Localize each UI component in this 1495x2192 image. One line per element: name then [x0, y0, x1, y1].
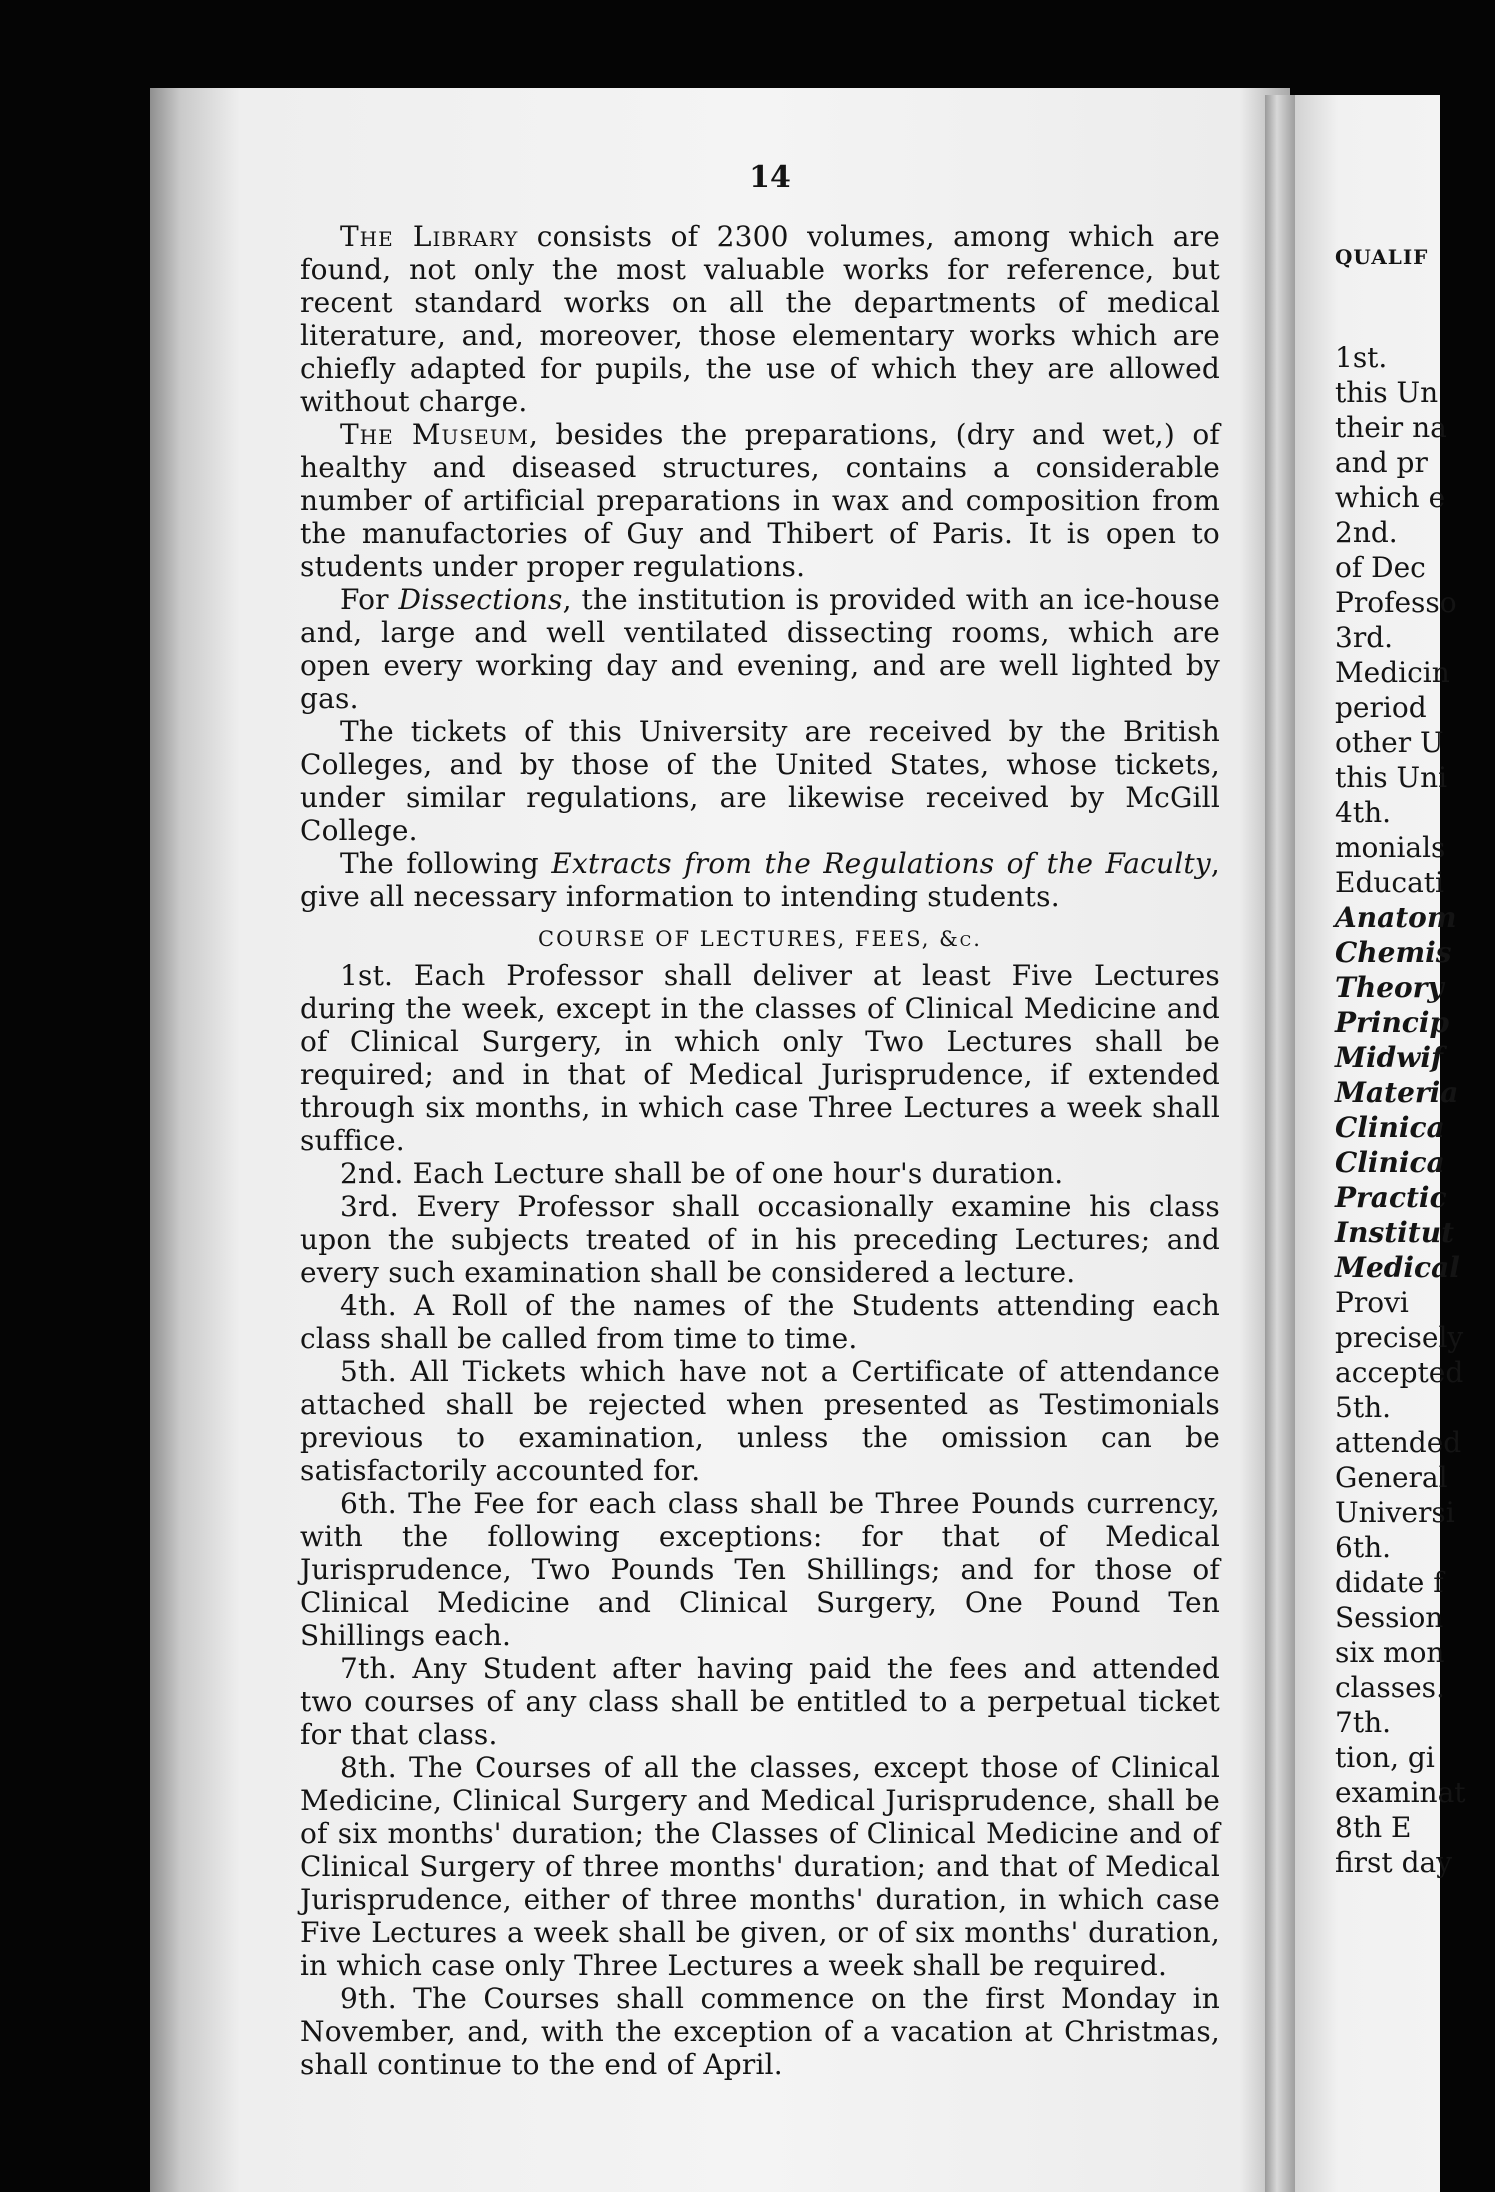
facing-page-line: Session: [1335, 1601, 1444, 1634]
facing-page-line: classes.: [1335, 1671, 1445, 1704]
paragraph-extracts: [300, 847, 1220, 913]
facing-page-line: 1st.: [1335, 341, 1388, 374]
facing-page-line: this Uni: [1335, 761, 1448, 794]
facing-page-line: of Dec: [1335, 551, 1426, 584]
tickets-text: The tickets of this University are received by the British Colleges, and by those of the United States, whose tickets, under similar regulations, are likewise received by McGill College.: [300, 715, 1220, 847]
facing-page-line: six mon: [1335, 1636, 1445, 1669]
rule-item: 2nd. Each Lecture shall be of one hour's duration.: [340, 1157, 1064, 1190]
facing-page: [1295, 95, 1466, 2192]
facing-page-line: Midwif: [1335, 1041, 1443, 1074]
facing-page-line: 8th E: [1335, 1811, 1412, 1844]
facing-page-line: Educati: [1335, 866, 1444, 899]
facing-page-line: period: [1335, 691, 1427, 724]
facing-page-lines: [1335, 340, 1495, 1880]
museum-lead: The Museum: [340, 418, 530, 451]
facing-page-line: 3rd.: [1335, 621, 1394, 654]
dissections-lead: For: [340, 583, 399, 616]
facing-page-line: Clinica: [1335, 1146, 1445, 1179]
facing-page-line: monials: [1335, 831, 1446, 864]
facing-page-line: Chemis: [1335, 936, 1452, 969]
rule-item: 1st. Each Professor shall deliver at least Five Lectures during the week, except in the classes of Clinical Medicine and of Clinical Surgery, in which only Two Lectures shall be required; and in that of Medical Jurisprudence, if extended through six months, in which case Three Lectures a week shall suffice.: [300, 959, 1220, 1157]
facing-page-line: attended: [1335, 1426, 1462, 1459]
facing-page-line: other U: [1335, 726, 1444, 759]
rule-item: 6th. The Fee for each class shall be Three Pounds currency, with the following exceptions: for that of Medical Jurisprudence, Two Pounds Ten Shillings; and for those of Clinical Medicine and Clinical Surgery, One Pound Ten Shillings each.: [300, 1487, 1220, 1652]
facing-page-line: Provi: [1335, 1286, 1409, 1319]
facing-page-line: 5th.: [1335, 1391, 1391, 1424]
facing-page-line: didate f: [1335, 1566, 1444, 1599]
facing-page-line: 4th.: [1335, 796, 1391, 829]
paragraph-tickets: [300, 715, 1220, 847]
extracts-text: , give all necessary information to intending students.: [300, 847, 1220, 913]
facing-page-line: 6th.: [1335, 1531, 1391, 1564]
rule-item: 7th. Any Student after having paid the fees and attended two courses of any class shall be entitled to a perpetual ticket for that class.: [300, 1652, 1220, 1751]
dissections-text: , the institution is provided with an ice-house and, large and well ventilated dissecting rooms, which are open every working day and evening, and are well lighted by gas.: [300, 583, 1220, 715]
facing-page-line: precisely: [1335, 1321, 1464, 1354]
rule-item: 4th. A Roll of the names of the Students attending each class shall be called from time to time.: [300, 1289, 1220, 1355]
facing-page-line: and pr: [1335, 446, 1428, 479]
paragraph-library: [300, 220, 1220, 418]
facing-page-line: tion, gi: [1335, 1741, 1435, 1774]
facing-page-line: 7th.: [1335, 1706, 1391, 1739]
facing-page-line: first day: [1335, 1846, 1453, 1879]
facing-page-line: Materia: [1335, 1076, 1459, 1109]
facing-page-line: Practic: [1335, 1181, 1447, 1214]
extracts-italic: Extracts from the Regulations of the Faculty: [551, 847, 1211, 880]
facing-page-line: examinat: [1335, 1776, 1466, 1809]
rule-item: 9th. The Courses shall commence on the first Monday in November, and, with the exception of a vacation at Christmas, shall continue to the end of April.: [300, 1982, 1220, 2081]
facing-page-line: Universi: [1335, 1496, 1455, 1529]
facing-page-line: this Un: [1335, 376, 1439, 409]
paragraph-museum: [300, 418, 1220, 583]
facing-page-heading: QUALIF: [1335, 245, 1429, 269]
facing-page-line: Princip: [1335, 1006, 1450, 1039]
paragraph-dissections: [300, 583, 1220, 715]
rule-item: 5th. All Tickets which have not a Certificate of attendance attached shall be rejected when presented as Testimonials previous to examination, unless the omission can be satisfactorily accounted for.: [300, 1355, 1220, 1487]
section-heading: COURSE OF LECTURES, FEES, &c.: [538, 927, 982, 951]
page-text: [300, 220, 1220, 2081]
facing-page-line: Institut: [1335, 1216, 1455, 1249]
page-number: 14: [749, 160, 791, 195]
rule-item: 8th. The Courses of all the classes, except those of Clinical Medicine, Clinical Surgery and Medical Jurisprudence, shall be of six months' duration; the Classes of Clinical Medicine and of Clinical Surgery of three months' duration; and that of Medical Jurisprudence, either of three months' duration, in which case Five Lectures a week shall be given, or of six months' duration, in which case only Three Lectures a week shall be required.: [300, 1751, 1220, 1982]
book-gutter: [1265, 95, 1295, 2192]
facing-page-line: Medicin: [1335, 656, 1450, 689]
facing-page-line: General: [1335, 1461, 1448, 1494]
extracts-lead: The following: [340, 847, 552, 880]
dissections-italic: Dissections: [398, 583, 563, 616]
rule-item: 3rd. Every Professor shall occasionally examine his class upon the subjects treated of in his preceding Lectures; and every such examination shall be considered a lecture.: [300, 1190, 1220, 1289]
facing-page-line: Clinica: [1335, 1111, 1445, 1144]
facing-page-line: Professo: [1335, 586, 1457, 619]
facing-page-line: accepted: [1335, 1356, 1464, 1389]
library-lead: The Library: [340, 220, 519, 253]
library-text: consists of 2300 volumes, among which are found, not only the most valuable works for reference, but recent standard works on all the departments of medical literature, and, moreover, those elementary works which are chiefly adapted for pupils, the use of which they are allowed without charge.: [300, 220, 1220, 418]
facing-page-line: which e: [1335, 481, 1446, 514]
facing-page-line: 2nd.: [1335, 516, 1398, 549]
museum-text: , besides the preparations, (dry and wet,) of healthy and diseased structures, contains a considerable number of artificial preparations in wax and composition from the manufactories of Guy and Thibert of Paris. It is open to students under proper regulations.: [300, 418, 1220, 583]
facing-page-line: Theory: [1335, 971, 1444, 1004]
facing-page-line: Medical: [1335, 1251, 1460, 1284]
facing-page-line: Anatom: [1335, 901, 1457, 934]
facing-page-line: their na: [1335, 411, 1447, 444]
